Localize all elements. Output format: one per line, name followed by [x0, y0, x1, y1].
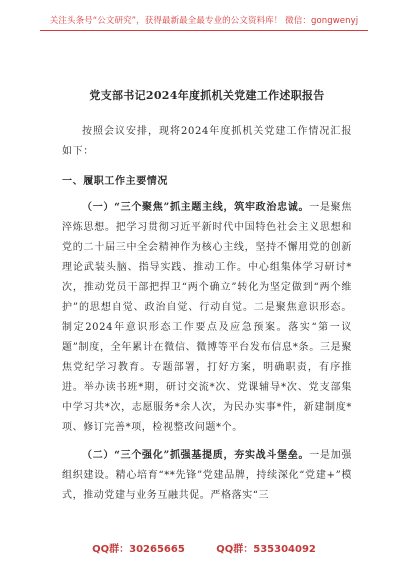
header-divider [40, 30, 368, 31]
paragraph-gap [62, 438, 352, 446]
paragraph-2-lead: （二）“三个强化”抓强基提质，夯实战斗堡垒。 [82, 450, 310, 461]
promo-banner: 关注头条号“公文研究”，获得最新最全最专业的公文资料库！ 微信：gongwenyj [49, 16, 359, 26]
intro-paragraph: 按照会议安排，现将2024年度抓机关党建工作情况汇报如下： [62, 126, 352, 157]
footer-qq-group-1: QQ群：30265665 [92, 544, 185, 555]
paragraph-1 [62, 198, 352, 438]
paragraph-1-lead: （一）“三个聚焦”抓主题主线，筑牢政治忠诚。 [82, 202, 310, 213]
footer-contact [0, 540, 408, 555]
document-body [62, 86, 352, 506]
paragraph-1-text: 一是聚焦淬炼思想。把学习贯彻习近平新时代中国特色社会主义思想和党的二十届三中全会精神作为核心主线，坚持不懈用党的创新理论武装头脑、指导实践、推动工作。中心组集体学习研讨*次，推动党员干部把捍卫“两个确立”转化为坚定做到“两个维护”的思想自觉、政治自觉、行动自觉。二是聚焦意识形态。制定2024年意识形态工作要点及应急预案。落实“第一议题”制度，全年累计在微信、微博等平台发布信息*条。三是聚焦党纪学习教育。专题部署，打好方案，明确职责，有序推进。举办读书班*期，研讨交流*次、党课辅导*次、党支部集中学习共*次，志愿服务*余人次，为民办实事*件，新建制度*项、修订完善*项，检视整改问题*个。 [62, 202, 352, 433]
paragraph-2 [62, 446, 352, 506]
section-heading-1: 一、履职工作主要情况 [62, 176, 168, 187]
footer-qq-group-2: QQ群：535304092 [216, 544, 316, 555]
document-title: 党支部书记2024年度抓机关党建工作述职报告 [89, 89, 325, 102]
paragraph-2-text: 一是加强组织建设。精心培育“**先锋”党建品牌，持续深化“党建+”模式，推动党建与业务互融共促。严格落实“三 [62, 450, 352, 501]
